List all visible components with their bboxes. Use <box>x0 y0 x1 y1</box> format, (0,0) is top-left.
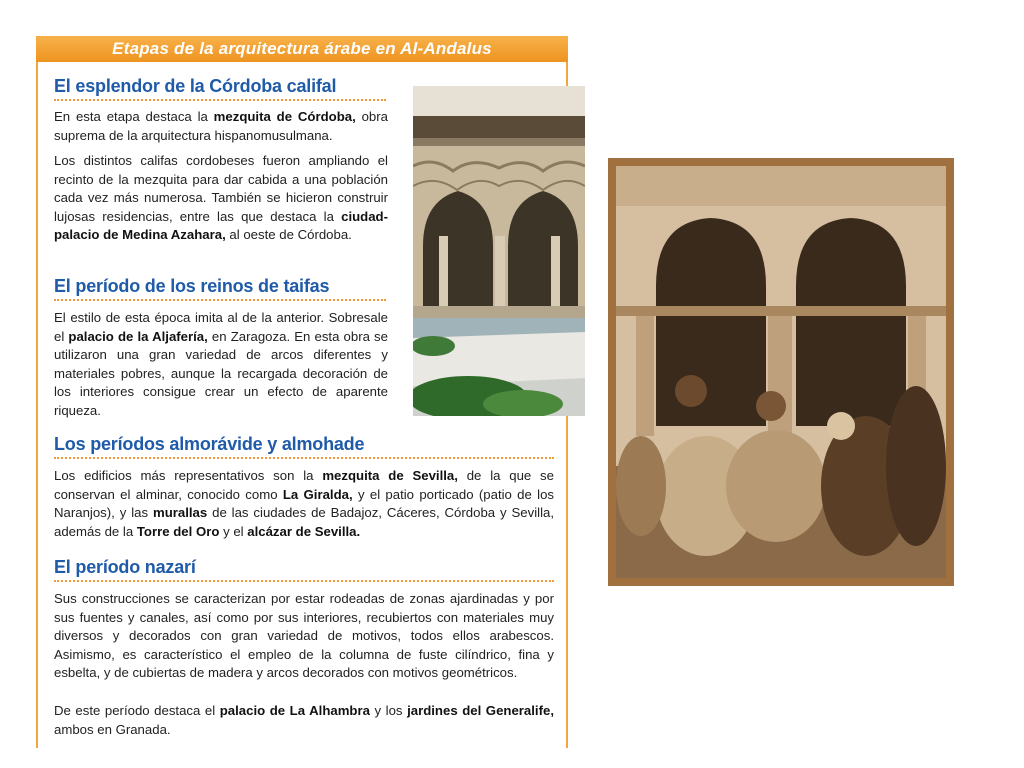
section-rule <box>54 457 554 459</box>
bold-term: mezquita de Sevilla, <box>322 468 458 483</box>
bold-term: murallas <box>152 505 208 520</box>
section-rule <box>54 299 386 301</box>
paragraph-text: en Zaragoza. En esta obra se utilizaron una gran variedad de arcos diferentes y materiales pobres, aunque la recargada decoración de los interiores consigue crear un efecto de aparente riqueza. <box>54 328 388 418</box>
aljaferia-courtyard-photo <box>413 86 585 416</box>
paragraph <box>54 702 554 739</box>
paragraph-text: Los edificios más representativos son la <box>54 468 323 483</box>
bold-term: mezquita de Córdoba, <box>213 109 356 124</box>
section-rule <box>54 580 554 582</box>
section-title-taifas: El período de los reinos de taifas <box>54 276 330 296</box>
page-banner: Etapas de la arquitectura árabe en Al-Andalus <box>36 36 568 62</box>
bold-term: La Giralda, <box>282 486 353 502</box>
paragraph-text: El estilo de esta época imita al de la anterior. Sobresale el <box>54 310 388 344</box>
paragraph-text: De este período destaca el <box>54 703 220 718</box>
paragraph-text: y el <box>219 523 248 539</box>
sepia-scholars-painting <box>608 158 954 586</box>
paragraph-text: ambos en Granada. <box>54 721 171 737</box>
section-rule <box>54 99 386 101</box>
section-title-califal: El esplendor de la Córdoba califal <box>54 76 337 96</box>
bold-term: ciudad-palacio de Medina Azahara, <box>54 208 388 242</box>
paragraph-text: obra suprema de la arquitectura hispanomusulmana. <box>54 109 388 143</box>
paragraph <box>54 152 388 245</box>
paragraph-text: y los <box>369 703 408 718</box>
paragraph-text: y el patio porticado (patio de los Naranjos), y las <box>54 486 554 520</box>
bold-term: alcázar de Sevilla. <box>247 523 361 539</box>
section-title-almoravide: Los períodos almorávide y almohade <box>54 434 365 454</box>
paragraph-text: Sus construcciones se caracterizan por estar rodeadas de zonas ajardinadas y por sus fuentes y canales, así como por sus interiores, recubiertos con materiales muy diversos y decorados con gran variedad de motivos, todos ellos arabescos. Asimismo, es característico el empleo de la columna de fuste cilíndrico, fina y esbelta, y de cubiertas de madera y arcos decorados con motivos geométricos. <box>54 591 554 680</box>
bold-term: jardines del Generalife, <box>407 703 554 718</box>
paragraph <box>54 309 388 420</box>
paragraph-text: de las ciudades de Badajoz, Cáceres, Córdoba y Sevilla, además de la <box>54 505 554 539</box>
paragraph <box>54 108 388 145</box>
bold-term: palacio de la Aljafería, <box>68 328 208 344</box>
bold-term: palacio de La Alhambra <box>219 703 370 718</box>
bold-term: Torre del Oro <box>136 523 220 539</box>
paragraph-text: En esta etapa destaca la <box>54 109 214 124</box>
paragraph-text: Los distintos califas cordobeses fueron ampliando el recinto de la mezquita para dar cabida a una población cada vez más numerosa. También se hicieron construir lujosas residencias, entre las que destaca la <box>54 153 388 224</box>
paragraph <box>54 590 554 683</box>
paragraph-text: al oeste de Córdoba. <box>225 227 352 242</box>
paragraph <box>54 467 554 541</box>
section-title-nazari: El período nazarí <box>54 557 196 577</box>
paragraph-text: de la que se conservan el alminar, conocido como <box>54 468 554 502</box>
